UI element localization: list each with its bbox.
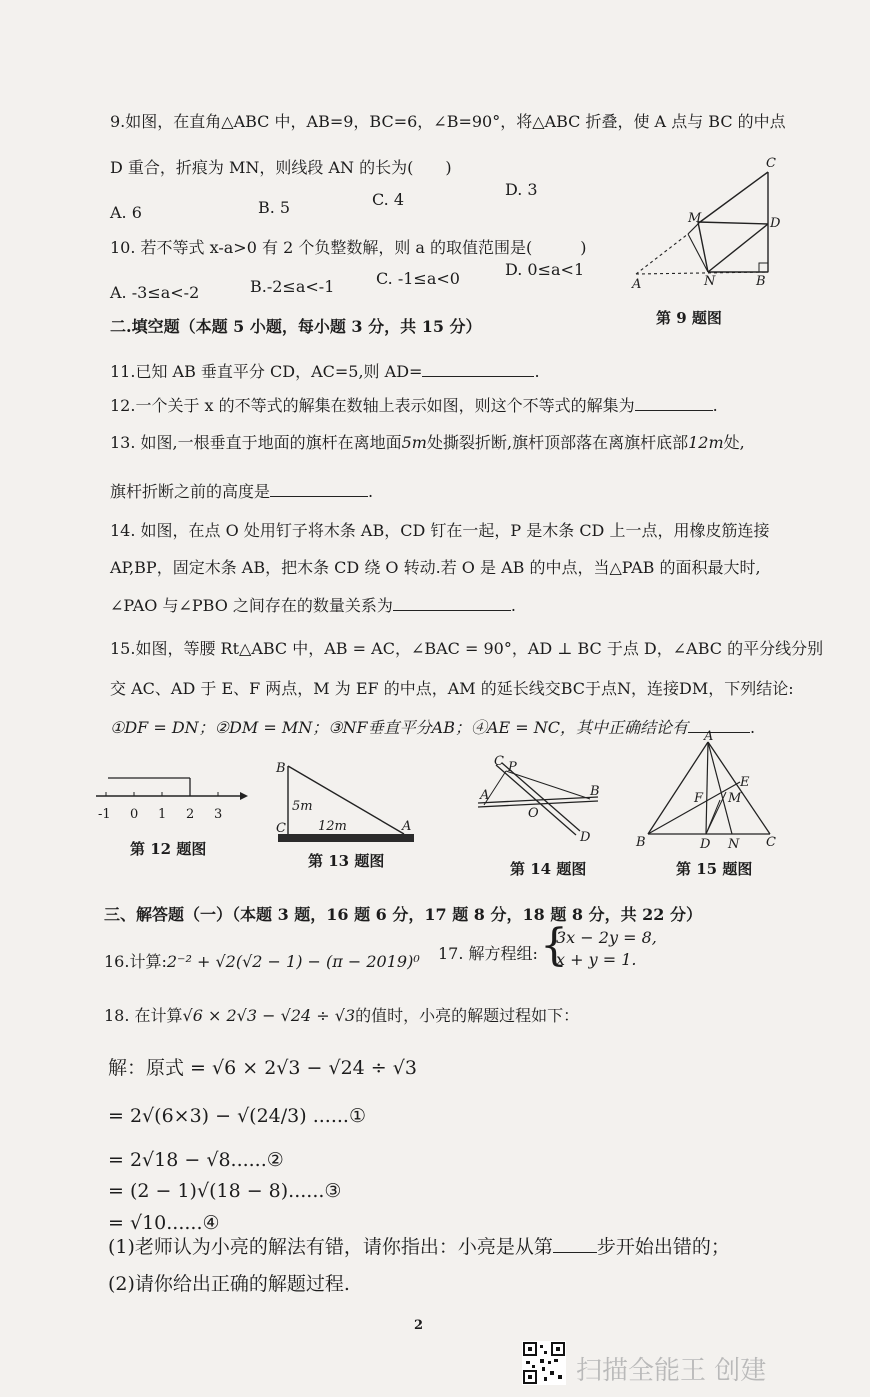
- q18-solution-line-3: = (2 − 1)√(18 − 8)......③: [108, 1180, 342, 1202]
- fig13-label-a: A: [402, 819, 412, 834]
- fig15-label-e: E: [740, 775, 750, 790]
- q13-distance: 12m: [688, 433, 724, 452]
- q14-line3: ∠PAO 与∠PBO 之间存在的数量关系为 .: [110, 596, 516, 615]
- q18-expression: √6 × 2√3 − √24 ÷ √3: [182, 1006, 356, 1025]
- fig15-label-f: F: [694, 791, 704, 806]
- fig13-label-5m: 5m: [292, 799, 313, 814]
- fig15-label-b: B: [636, 835, 646, 850]
- fig9-caption: 第 9 题图: [656, 309, 722, 327]
- q18-part-1-a: (1)老师认为小亮的解法有错，请你指出：小亮是从第: [108, 1236, 553, 1258]
- watermark: 扫描全能王 创建: [576, 1356, 767, 1386]
- fig9-label-b: B: [756, 274, 766, 289]
- q18-solution-line-0: 解：原式 = √6 × 2√3 − √24 ÷ √3: [108, 1057, 417, 1079]
- q17-eq2: x + y = 1.: [556, 950, 637, 969]
- fig9-label-a: A: [632, 277, 642, 292]
- q10-option-d: D. 0≤a<1: [505, 260, 585, 279]
- fig12-tick-3: 3: [214, 807, 223, 822]
- q18-stem: [104, 1006, 579, 1026]
- fig12-tick-neg1: -1: [98, 807, 111, 822]
- fig13-label-b: B: [276, 761, 286, 776]
- figure-12: [90, 768, 250, 828]
- q9-option-b: B. 5: [258, 198, 291, 217]
- q14-answer-blank[interactable]: [393, 594, 511, 611]
- q13-line1: [110, 433, 745, 453]
- q15-text-3: ①DF = DN；②DM = MN；③NF垂直平分AB；④AE = NC，其中正确结论有: [110, 718, 689, 737]
- q18-solution-line-4: = √10......④: [108, 1212, 220, 1234]
- q13-text-a: 13. 如图,一根垂直于地面的旗杆在离地面: [110, 433, 402, 452]
- fig14-caption: 第 14 题图: [510, 860, 587, 878]
- fig13-label-c: C: [276, 821, 286, 836]
- fig14-label-c: C: [494, 755, 504, 769]
- q10-option-a: A. -3≤a<-2: [110, 283, 200, 302]
- q9-option-a: A. 6: [110, 203, 142, 222]
- fig15-label-m: M: [728, 791, 742, 806]
- fig12-tick-2: 2: [186, 807, 195, 822]
- page-number: 2: [414, 1318, 424, 1333]
- q17-label: 17. 解方程组:: [438, 944, 538, 963]
- q13-text-c: 处,: [723, 433, 745, 452]
- q16-label: 16.计算:: [104, 952, 167, 971]
- q18-solution-line-1: = 2√(6×3) − √(24/3) ......①: [108, 1105, 366, 1127]
- fig9-label-m: M: [688, 211, 702, 226]
- q17-brace: {: [540, 920, 568, 971]
- q9-option-c: C. 4: [372, 190, 405, 209]
- q13-line2: 旗杆折断之前的高度是 .: [110, 482, 374, 501]
- fig15-label-d: D: [700, 837, 711, 850]
- qr-code-icon: [522, 1341, 566, 1385]
- q13-answer-blank[interactable]: [270, 480, 368, 497]
- q9-line2: D 重合，折痕为 MN，则线段 AN 的长为( ): [110, 158, 452, 177]
- q9-line1: 9.如图，在直角△ABC 中，AB=9，BC=6，∠B=90°，将△ABC 折叠，使 A 点与 BC 的中点: [110, 112, 786, 131]
- q16: [104, 952, 420, 972]
- q11-answer-blank[interactable]: [422, 360, 534, 377]
- q18-stem-a: 18. 在计算: [104, 1006, 183, 1025]
- fig9-label-d: D: [770, 216, 781, 231]
- q18-solution-line-2: = 2√18 − √8......②: [108, 1149, 284, 1171]
- q13-text-b: 处撕裂折断,旗杆顶部落在离旗杆底部: [426, 433, 689, 452]
- fig15-label-a: A: [704, 730, 714, 744]
- fig12-caption: 第 12 题图: [130, 840, 207, 858]
- q18-part-1: [108, 1236, 730, 1257]
- section-2-heading: 二.填空题（本题 5 小题，每小题 3 分，共 15 分）: [110, 317, 482, 336]
- figure-15: [632, 730, 782, 850]
- q11-text: 11.已知 AB 垂直平分 CD，AC=5,则 AD=: [110, 362, 423, 381]
- fig15-label-n: N: [728, 837, 740, 850]
- q9-option-d: D. 3: [505, 180, 538, 199]
- q18-stem-b: 的值时，小亮的解题过程如下：: [355, 1006, 580, 1025]
- fig15-caption: 第 15 题图: [676, 860, 753, 878]
- q16-expression: 2⁻² + √2(√2 − 1) − (π − 2019)⁰: [166, 952, 420, 971]
- fig14-label-d: D: [580, 830, 591, 845]
- q18-part-1-b: 步开始出错的；: [596, 1236, 730, 1258]
- fig14-label-b: B: [590, 784, 600, 799]
- q15-line3: ①DF = DN；②DM = MN；③NF垂直平分AB；④AE = NC，其中正确结论有 .: [110, 718, 756, 737]
- q11: 11.已知 AB 垂直平分 CD，AC=5,则 AD= .: [110, 362, 540, 381]
- fig14-label-a: A: [480, 788, 490, 803]
- q14-text-3: ∠PAO 与∠PBO 之间存在的数量关系为: [110, 596, 393, 615]
- fig9-label-n: N: [704, 274, 716, 289]
- q17-eq1: 3x − 2y = 8,: [556, 928, 657, 947]
- q12-text: 12.一个关于 x 的不等式的解集在数轴上表示如图，则这个不等式的解集为: [110, 396, 635, 415]
- q18-part-1-blank[interactable]: [553, 1236, 597, 1253]
- q13-text-2: 旗杆折断之前的高度是: [110, 482, 271, 501]
- q12: 12.一个关于 x 的不等式的解集在数轴上表示如图，则这个不等式的解集为 .: [110, 396, 718, 415]
- q10-option-c: C. -1≤a<0: [376, 269, 460, 288]
- q14-line1: 14. 如图，在点 O 处用钉子将木条 AB，CD 钉在一起，P 是木条 CD 上一点，用橡皮筋连接: [110, 521, 770, 540]
- figure-14: [470, 755, 620, 850]
- q13-height: 5m: [401, 433, 427, 452]
- q15-line1: 15.如图，等腰 Rt△ABC 中，AB = AC，∠BAC = 90°，AD ⊥ BC 于点 D，∠ABC 的平分线分别: [110, 639, 824, 658]
- fig15-label-c: C: [766, 835, 776, 850]
- figure-9: [628, 150, 788, 300]
- q10-option-b: B.-2≤a<-1: [250, 277, 335, 296]
- q14-line2: AP,BP，固定木条 AB，把木条 CD 绕 O 转动.若 O 是 AB 的中点，当△PAB 的面积最大时,: [110, 558, 761, 577]
- q18-part-2: (2)请你给出正确的解题过程.: [108, 1273, 350, 1295]
- figure-13: [270, 758, 420, 850]
- fig12-tick-0: 0: [130, 807, 139, 822]
- fig9-label-c: C: [766, 156, 776, 171]
- fig14-label-p: P: [508, 760, 517, 775]
- q10-stem: 10. 若不等式 x-a>0 有 2 个负整数解，则 a 的取值范围是( ): [110, 238, 587, 257]
- fig14-label-o: O: [528, 806, 539, 821]
- fig13-label-12m: 12m: [318, 819, 347, 834]
- fig13-caption: 第 13 题图: [308, 852, 385, 870]
- section-3-heading: 三、解答题（一）（本题 3 题，16 题 6 分，17 题 8 分，18 题 8 分，共 22 分）: [104, 905, 703, 924]
- fig12-tick-1: 1: [158, 807, 167, 822]
- q12-answer-blank[interactable]: [635, 394, 713, 411]
- q15-line2: 交 AC、AD 于 E、F 两点，M 为 EF 的中点，AM 的延长线交BC于点N，连接DM，下列结论:: [110, 679, 794, 698]
